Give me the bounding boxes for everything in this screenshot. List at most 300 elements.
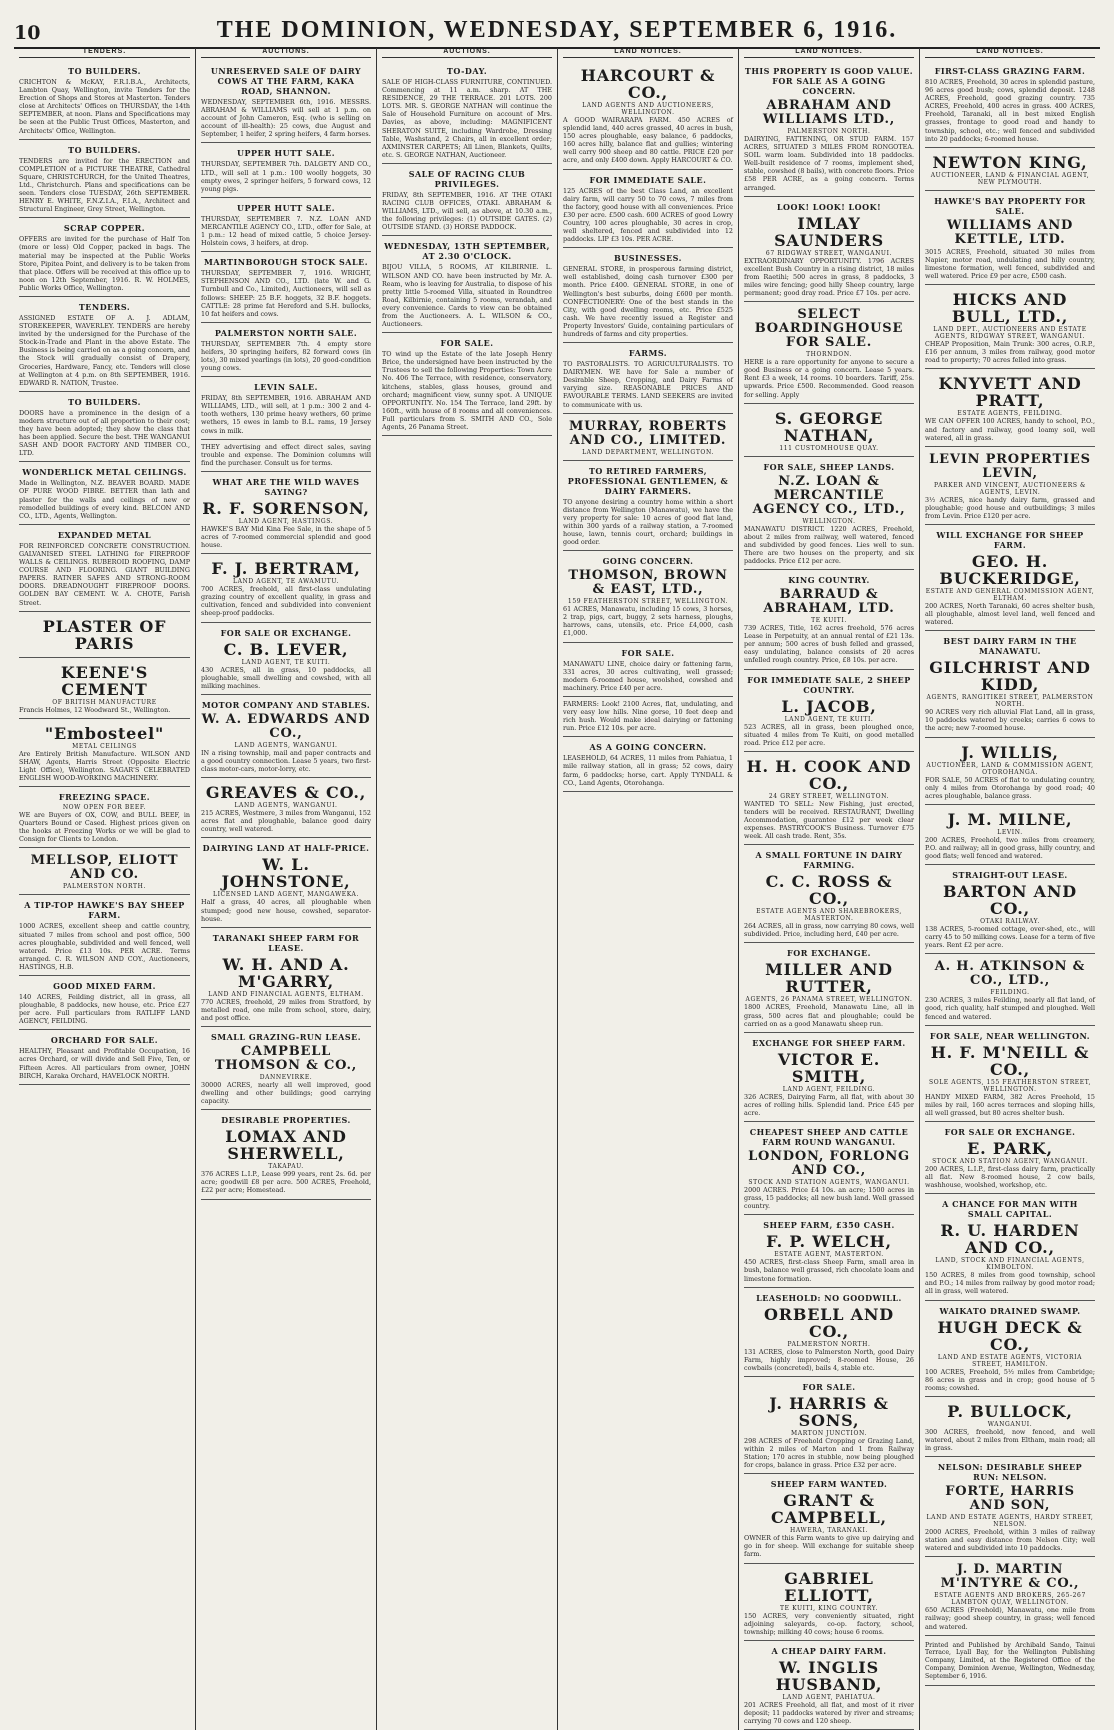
ad-firm-name: LONDON, FORLONG AND CO., [748, 1149, 910, 1179]
advertisement [744, 752, 914, 845]
ad-body: 2000 ACRES, Freehold, within 3 miles of railway station and easy distance from Nelson City; well watered and subdivided into 10 paddocks. [925, 1528, 1095, 1553]
ad-firm-name: F. P. WELCH, [766, 1232, 892, 1252]
ad-subtitle: AUCTIONEER, LAND & COMMISSION AGENT, OTOROHANGA. [926, 761, 1094, 776]
ad-title: FOR SALE OR EXCHANGE. [220, 627, 352, 638]
ad-title: LEVIN SALE. [254, 382, 318, 393]
ad-body: EXTRAORDINARY OPPORTUNITY. 1796 ACRES excellent Bush Country in a rising district, 18 miles from Raetihi; 500 acres in grass, 8 paddocks, 3 miles wire fencing; good hilly Sheep country, large permanent; good dray road. Price £7 10s. per acre. [744, 256, 914, 298]
ad-body: CRICHTON & McKAY, F.R.I.B.A., Architects, Lambton Quay, Wellington, invite Tenders for the Erection of Shops and Stores at Masterton. Tenders close at Architects' Offices on THURSDAY, the 14th SEPTEMBER, at noon. Plans and Specifications may be seen at the Public Trust Offices, Masterton, and Architects' Office, Wellington. [19, 78, 190, 135]
ad-title: FREEZING SPACE. [58, 792, 151, 803]
ad-body: TO wind up the Estate of the late Joseph Henry Brice, the undersigned have been instructed by the Trustees to sell the following Properties: Town Acre No. 406 The Terrace, with residence, conservatory, kitchens, stables, glass houses, ground and orchard; magnificent view, sunny spot. A UNIQUE OPPORTUNITY. No. 154 The Terrace, land 29ft. by 160ft., with house of 8 rooms and all conveniences. Full particulars from S. SMITH AND CO., Sole Agents, 26 Panama Street. [382, 350, 552, 431]
ad-subtitle: PALMERSTON NORTH. [787, 1340, 871, 1348]
advertisement [201, 554, 371, 622]
ad-subtitle: LAND DEPARTMENT, WELLINGTON. [582, 448, 714, 456]
ad-title: TO-DAY. [446, 66, 488, 76]
ad-body: FRIDAY, 8th SEPTEMBER, 1916. ABRAHAM AND WILLIAMS, LTD., will sell, at 1 p.m.: 300 2 and 4-tooth wethers, 130 prime heavy wethers, 60 prime wethers, 15 ewes in lamb to B.L. rams, 19 Jersey cows in milk. [201, 394, 371, 435]
advertisement [744, 1122, 914, 1215]
masthead [14, 10, 1100, 49]
advertisement [19, 848, 190, 895]
ad-body: WE CAN OFFER 100 ACRES, handy to school, P.O., and factory and railway, good loamy soil, well watered, all in grass. [925, 417, 1095, 442]
ad-body: 215 ACRES, Westmere, 3 miles from Wanganui, 152 acres flat and ploughable, balance good dairy country, well watered. [201, 809, 371, 834]
ad-body: 200 ACRES, L.I.P., first-class dairy farm, practically all flat. New 8-roomed house, 2 cow bails, washhouse, woolshed, workshop, etc. [925, 1164, 1095, 1190]
ad-body: HAWKE'S BAY Mid Kina Fee Sale, in the shape of 5 acres of 7-roomed commercial splendid and good house. [201, 524, 371, 550]
ad-subtitle: THORNDON. [806, 351, 852, 359]
ad-title: A SMALL FORTUNE IN DAIRY FARMING. [755, 850, 903, 871]
ad-firm-name: HICKS AND BULL, LTD., [951, 290, 1069, 327]
ad-title: MARTINBOROUGH STOCK SALE. [203, 257, 369, 268]
ad-body: 3½ ACRES, nice handy dairy farm, grassed and ploughable; good house and outbuildings; 3 miles from Levin. Price £120 per acre. [925, 495, 1095, 520]
ad-firm-name: MELLSOP, ELIOTT AND CO. [30, 853, 179, 883]
ad-subtitle: PALMERSTON NORTH. [787, 128, 871, 135]
ad-firm-name: R. F. SORENSON, [202, 498, 370, 518]
ad-firm-name: HUGH DECK & CO., [937, 1317, 1083, 1354]
ad-body: Francis Holmes, 12 Woodward St., Wellington. [19, 705, 171, 714]
advertisement [201, 143, 371, 197]
ad-body: 138 ACRES, 5-roomed cottage, over-shed, etc., will carry 45 to 50 milking cows. Lease for a term of five years. Rent £2 per acre. [925, 925, 1095, 950]
ad-subtitle: TE KUITI. [811, 617, 847, 625]
ad-body: 140 ACRES, Feilding district, all in grass, all ploughable, 8 paddocks, new house, etc. Price £27 per acre. Full particulars from RATLIFF LAND AGENCY, FEILDING. [19, 993, 190, 1026]
ad-body: OWNER of this Farm wants to give up dairying and go in for sheep. Will exchange for suitable sheep farm. [744, 1534, 914, 1559]
ad-title: A CHANCE FOR MAN WITH SMALL CAPITAL. [942, 1199, 1078, 1220]
ad-title: HAWKE'S BAY PROPERTY FOR SALE. [934, 195, 1086, 216]
ad-title: FIRST-CLASS GRAZING FARM. [934, 66, 1086, 76]
advertisement [19, 719, 190, 787]
ad-title: A TIP-TOP HAWKE'S BAY SHEEP FARM. [24, 900, 185, 921]
ad-title: THIS PROPERTY IS GOOD VALUE. FOR SALE AS A GOING CONCERN. [744, 66, 914, 96]
advertisement [19, 976, 190, 1030]
ad-title: TO RETIRED FARMERS, PROFESSIONAL GENTLEMEN, & DAIRY FARMERS. [567, 465, 729, 496]
advertisement [744, 457, 914, 570]
ad-firm-name: S. GEORGE NATHAN, [774, 408, 884, 445]
ad-title: FARMS. [628, 348, 668, 359]
ad-body: IN a rising township, mail and paper contracts and a good country connection. Lease 5 years, two first-class motor-cars, motor-lorry, etc. [201, 748, 371, 774]
ad-body: THURSDAY, SEPTEMBER 7th. 4 empty store heifers, 30 springing heifers, 82 forward cows (in lots), 30 mixed yearlings (in lots), 20 good-condition young cows. [201, 339, 371, 373]
ad-firm-name: J. HARRIS & SONS, [769, 1393, 889, 1430]
advertisement [744, 1377, 914, 1474]
ad-body: 150 ACRES, very conveniently situated, right adjoining saleyards, co-op. factory, school, township; milking 40 cows; house 6 rooms. [744, 1611, 914, 1636]
advertisement [382, 164, 552, 236]
advertisement [925, 1457, 1095, 1557]
advertisement [563, 343, 733, 414]
column-4 [557, 48, 738, 1730]
ad-title: LEASEHOLD: NO GOODWILL. [756, 1292, 902, 1303]
ad-subtitle: FEILDING. [990, 989, 1030, 997]
advertisement [19, 787, 190, 848]
ad-firm-name: LEVIN PROPERTIES LEVIN, [929, 451, 1091, 481]
column-5 [738, 48, 919, 1730]
advertisement [925, 1026, 1095, 1122]
column-heading: LAND NOTICES. [925, 48, 1095, 58]
ad-firm-name: GEO. H. BUCKERIDGE, [939, 551, 1081, 588]
ad-subtitle: OF BRITISH MANUFACTURE [52, 698, 157, 706]
advertisement [563, 697, 733, 737]
advertisement [925, 148, 1095, 191]
ad-title: TENDERS. [78, 301, 131, 312]
ad-title: FOR EXCHANGE. [787, 948, 871, 959]
ad-title: STRAIGHT-OUT LEASE. [952, 870, 1068, 881]
advertisement [744, 1641, 914, 1730]
ad-body: Made in Wellington, N.Z. BEAVER BOARD. MADE OF PURE WOOD FIBRE. BETTER than lath and plaster for the walls and ceilings of new or remodelled buildings of every kind. BELCON AND CO., LTD., Agents, Wellington. [19, 479, 190, 520]
ad-firm-name: W. A. EDWARDS AND CO., [201, 711, 371, 741]
ad-firm-name: W. INGLIS HUSBAND, [775, 1657, 883, 1694]
ad-body: 300 ACRES, freehold, now fenced, and well watered, about 2 miles from Eltham, main road; all in grass. [925, 1427, 1095, 1452]
ad-firm-name: GRANT & CAMPBELL, [771, 1491, 887, 1528]
advertisement [19, 1030, 190, 1084]
advertisement [382, 236, 552, 333]
advertisement [925, 1557, 1095, 1635]
ad-body: OFFERS are invited for the purchase of Half Ton (more or less) Old Copper, packed in bags. The material may be inspected at the Public Works Store, Pipitea Point, and delivery is to be taken from that place. Offers will be received at this office up to noon on 12th September, 1916. R. W. HOLMES, Public Works Office, Wellington. [19, 235, 190, 292]
ad-subtitle: TE KUITI, KING COUNTRY. [779, 1604, 879, 1612]
ad-firm-name: MURRAY, ROBERTS AND CO., LIMITED. [568, 418, 728, 448]
ad-body: 739 ACRES, Title, 162 acres freehold, 576 acres Lease in Perpetuity, at an annual rental of £21 13s. per annum; 500 acres of bush felled and grassed, easy undulating, balance consists of 20 acres unfelled rough country. Price, £8 10s. per acre. [744, 624, 914, 665]
advertisement [19, 140, 190, 219]
ad-firm-name: J. D. MARTIN M'INTYRE & CO., [940, 1562, 1080, 1592]
ad-subtitle: LAND DEPT., AUCTIONEERS AND ESTATE AGENTS, RIDGWAY STREET, WANGANUI. [933, 326, 1087, 341]
ad-body: 100 ACRES, Freehold, 5½ miles from Cambridge; 86 acres in grass and in crop; good house of 5 rooms; cowshed. [925, 1367, 1095, 1392]
ad-subtitle: LAND AGENT, HASTINGS. [238, 517, 334, 525]
ad-subtitle: HAWERA, TARANAKI. [790, 1527, 868, 1535]
ad-body: TO PASTORALISTS. TO AGRICULTURALISTS. TO DAIRYMEN. WE have for Sale a number of Desirable Sheep, Cropping, and Dairy Farms of varying size. REASONABLE PRICES AND FAVOURABLE TERMS. LAND SEEKERS are invited to communicate with us. [563, 360, 733, 409]
ad-subtitle: LAND AGENTS AND AUCTIONEERS, WELLINGTON. [582, 102, 714, 116]
ad-firm-name: SELECT BOARDINGHOUSE FOR SALE. [754, 307, 904, 351]
advertisement [563, 461, 733, 552]
advertisement [925, 1301, 1095, 1397]
advertisement [925, 447, 1095, 525]
ad-body: Are Entirely British Manufacture. WILSON AND SHAW, Agents, Harris Street (Opposite Electric Light Office), Wellington. SAGAR'S CELEBRATED ENGLISH WOOD-WORKING MACHINERY. [19, 749, 190, 782]
advertisement [744, 1474, 914, 1563]
ad-body: LEASEHOLD, 64 ACRES, 11 miles from Pahiatua, 1 mile railway station, all in grass; 52 cows, dairy farm, 6 paddocks; horse, cart. Apply TYNDALL & CO., Land Agents, Otorohanga. [563, 754, 733, 787]
ad-body: WE are Buyers of OX, COW, and BULL BEEF, in Quarters Bound or Cased. Highest prices given on the hooks at Freezing Works or we will be glad to Consign for Clients to London. [19, 811, 190, 844]
ad-firm-name: THOMSON, BROWN & EAST, LTD., [568, 568, 728, 598]
ad-firm-name: PLASTER OF PARIS [42, 616, 167, 653]
ad-subtitle: LAND AND ESTATE AGENTS, HARDY STREET, NELSON. [926, 1514, 1094, 1529]
advertisement [925, 1636, 1095, 1686]
advertisement [201, 377, 371, 439]
ad-body: 3015 ACRES, Freehold, situated 30 miles from Napier, motor road, undulating and hilly country, limestone formation, well fenced, subdivided and well watered. Price £9 per acre, £500 cash. [925, 247, 1095, 281]
ad-firm-name: P. BULLOCK, [947, 1401, 1073, 1421]
ad-body: 430 ACRES, all in grass, 10 paddocks, all ploughable, small dwelling and cowshed, with all milking machines. [201, 665, 371, 690]
column-heading: LAND NOTICES. [744, 48, 914, 58]
ad-firm-name: BARTON AND CO., [943, 882, 1077, 919]
ad-title: KING COUNTRY. [788, 575, 870, 586]
ad-title: WHAT ARE THE WILD WAVES SAYING? [212, 476, 360, 497]
ad-title: SHEEP FARM, £350 CASH. [763, 1220, 895, 1231]
ad-firm-name: KNYVETT AND PRATT, [938, 374, 1082, 411]
ad-firm-name: CAMPBELL THOMSON & CO., [214, 1043, 358, 1073]
ad-title: UPPER HUTT SALE. [237, 148, 335, 159]
advertisement [744, 197, 914, 302]
ad-firm-name: C. C. ROSS & CO., [765, 872, 893, 909]
ad-firm-name: A. H. ATKINSON & CO., LTD., [934, 959, 1086, 989]
column-heading: AUCTIONS. [382, 48, 552, 58]
newspaper-title: THE DOMINION, WEDNESDAY, SEPTEMBER 6, 1916. [216, 17, 898, 43]
ad-title: FOR SALE OR EXCHANGE. [944, 1126, 1076, 1137]
ad-firm-name: GILCHRIST AND KIDD, [929, 658, 1091, 695]
ad-body: 1800 ACRES, Freehold, Manawatu Line, all in grass, 500 acres flat and ploughable; could be carried on as a good Manawatu sheep run. [744, 1003, 914, 1028]
ad-title: DAIRYING LAND AT HALF-PRICE. [202, 843, 370, 854]
ad-subtitle: WELLINGTON. [802, 517, 856, 525]
ad-subtitle: STOCK AND STATION AGENT, WANGANUI. [932, 1157, 1088, 1165]
ad-body: DOORS have a prominence in the design of a modern structure out of all proportion to their cost; they have been adopted; they show the class that has been applied. Secure the best. THE WANGANUI SASH AND DOOR FACTORY AND TIMBER CO., LTD. [19, 408, 190, 458]
advertisement [19, 61, 190, 140]
ad-title: BEST DAIRY FARM IN THE MANAWATU. [943, 636, 1077, 657]
advertisement [925, 954, 1095, 1025]
advertisement [201, 1110, 371, 1199]
ad-title: LOOK! LOOK! LOOK! [776, 201, 882, 212]
ad-firm-name: J. WILLIS, [961, 742, 1059, 762]
ad-subtitle: METAL CEILINGS [72, 742, 137, 750]
ad-firm-name: N.Z. LOAN & MERCANTILE AGENCY CO., LTD., [752, 473, 906, 517]
advertisement [201, 252, 371, 323]
ad-body: SALE OF HIGH-CLASS FURNITURE, CONTINUED. Commencing at 11 a.m. sharp. AT THE RESIDENCE, 29 THE TERRACE. 201 LOTS. 200 LOTS. MR. S. GEORGE NATHAN will continue the Sale of Household Furniture on account of Mrs. Davies, as above, including: MAGNIFICENT SHERATON SUITE, including Wardrobe, Dressing Table, Washstand, 2 Chairs, all in excellent order; AXMINSTER CARPETS; All Linen, Blankets, Quilts, etc. S. GEORGE NATHAN, Auctioneer. [382, 78, 552, 159]
ad-firm-name: ORBELL AND CO., [764, 1304, 894, 1341]
ad-body: CHEAP Proposition, Main Trunk: 300 acres, O.R.P., £16 per annum, 3 miles from railway, good motor road to property; 70 acres felled into grass. [925, 340, 1095, 365]
ad-subtitle: LAND AGENT, FEILDING. [782, 1085, 876, 1093]
ad-body: Half a grass, 40 acres, all ploughable when stumped; good new house, cowshed, separator-house. [201, 898, 371, 923]
ad-title: FOR IMMEDIATE SALE, 2 SHEEP COUNTRY. [747, 674, 911, 695]
ad-subtitle: LAND AGENTS, WANGANUI. [234, 741, 338, 749]
advertisement [925, 865, 1095, 954]
advertisement [744, 61, 914, 197]
ad-subtitle: MARTON JUNCTION. [791, 1429, 867, 1437]
ad-subtitle: LAND AGENT, TE KUITI. [241, 658, 331, 666]
ad-title: UNRESERVED SALE OF DAIRY COWS AT THE FARM, KAKA ROAD, SHANNON. [210, 66, 362, 96]
ad-firm-name: W. H. AND A. M'GARRY, [222, 954, 350, 991]
ad-firm-name: H. H. COOK AND CO., [746, 756, 912, 793]
advertisement [201, 1027, 371, 1110]
ad-body: THURSDAY, SEPTEMBER 7th. DALGETY AND CO., LTD., will sell at 1 p.m.: 100 woolly hoggets, 30 empty ewes, 2 springer heifers, 5 forward cows, 12 young pigs. [201, 160, 371, 193]
ad-subtitle: AGENTS, 26 PANAMA STREET, WELLINGTON. [745, 996, 913, 1004]
ad-firm-name: KEENE'S CEMENT [60, 662, 149, 699]
ad-body: 201 ACRES Freehold, all flat, and most of it river deposit; 11 paddocks watered by river and streams; carrying 70 cows and 120 sheep. [744, 1700, 914, 1725]
advertisement [925, 369, 1095, 446]
ad-body: 376 ACRES L.I.P., Lease 999 years, rent 2s. 6d. per acre; goodwill £8 per acre. 500 ACRES, Freehold, £22 per acre; Homestead. [201, 1170, 371, 1195]
ad-subtitle: 24 GREY STREET, WELLINGTON. [768, 792, 890, 800]
ad-title: CHEAPEST SHEEP AND CATTLE FARM ROUND WANGANUI. [749, 1127, 909, 1148]
advertisement [925, 525, 1095, 631]
advertisement [744, 570, 914, 669]
ad-body: 200 ACRES, North Taranaki, 60 acres shelter bush, all ploughable, almost level land, well fenced and watered. [925, 601, 1095, 627]
ad-body: WANTED TO SELL: New Fishing, just erected, tenders will be received. RESTAURANT, Dwelling Accommodation, guarantee £12 per week clear expenses. PASTRYCOOK'S Business. Turnover £75 week. All cash trade. Rent, 35s. [744, 799, 914, 841]
ad-title: WONDERLICK METAL CEILINGS. [22, 467, 187, 478]
ad-firm-name: GREAVES & CO., [205, 783, 367, 803]
ad-firm-name: FORTE, HARRIS AND SON, [945, 1484, 1075, 1514]
advertisement [744, 302, 914, 403]
ad-subtitle: LICENSED LAND AGENT, MANGAWEKA. [213, 891, 359, 899]
ad-subtitle: LAND AGENTS, WANGANUI. [234, 802, 338, 810]
advertisement [563, 170, 733, 249]
ad-body: HEALTHY, Pleasant and Profitable Occupation, 16 acres Orchard, or will divide and Sell Five, Ten, or Fifteen Acres. All particulars from owner, JOHN BIRCH, Karaka Orchard, HAVELOCK NORTH. [19, 1047, 190, 1080]
ad-title: UPPER HUTT SALE. [237, 202, 335, 213]
ad-body: 298 ACRES of Freehold Cropping or Grazing Land, within 2 miles of Marton and 1 from Railway Station; 170 acres in stubble, now being ploughed for crops, balance in grass. Price £32 per acre. [744, 1436, 914, 1470]
ad-title: FOR IMMEDIATE SALE. [589, 174, 707, 185]
advertisement [925, 1122, 1095, 1194]
ad-firm-name: H. F. M'NEILL & CO., [930, 1042, 1090, 1079]
ad-firm-name: E. PARK, [967, 1138, 1053, 1158]
ad-subtitle: ESTATE AGENTS, FEILDING. [957, 410, 1063, 418]
advertisement [19, 462, 190, 524]
ad-subtitle: LAND AGENT, PAHIATUA. [782, 1693, 876, 1701]
ad-body: 1000 ACRES, excellent sheep and cattle country, situated 7 miles from school and post office, 500 acres ploughable, subdivided and well fenced, well watered. Price £13 10s. PER ACRE. Terms arranged. C. R. WILSON AND COY., Auctioneers, HASTINGS, H.B. [19, 922, 190, 971]
ad-firm-name: LOMAX AND SHERWELL, [225, 1127, 347, 1164]
advertisement [201, 440, 371, 472]
ad-title: AS A GOING CONCERN. [589, 742, 707, 753]
ad-firm-name: R. U. HARDEN AND CO., [940, 1221, 1080, 1258]
advertisement [19, 525, 190, 612]
column-heading: TENDERS. [19, 48, 190, 58]
ad-firm-name: WILLIAMS AND KETTLE, LTD. [946, 217, 1074, 247]
ad-subtitle: WANGANUI. [987, 1420, 1033, 1428]
ad-subtitle: LAND AND ESTATE AGENTS, VICTORIA STREET, HAMILTON. [937, 1353, 1083, 1368]
ad-body: HANDY MIXED FARM, 382 Acres Freehold, 15 miles by rail, 160 acres terraces and sloping hills, all well grassed, but 80 acres shelter bush. [925, 1092, 1095, 1117]
advertisement [925, 191, 1095, 285]
ad-title: GOING CONCERN. [602, 556, 694, 567]
ad-title: NELSON: DESIRABLE SHEEP RUN: NELSON. [937, 1462, 1083, 1483]
ad-body: 810 ACRES, Freehold, 30 acres in splendid pasture, 96 acres good bush; cows, splendid deposit. 1248 ACRES, Freehold, good grazing country. 735 ACRES, Freehold, 400 acres in grass. 400 ACRES, Freehold, Taranaki, all in best mixed English grasses, frontage to good road and handy to township, school, etc.; well fenced and subdivided into 20 paddocks; 6-roomed house. [925, 78, 1095, 143]
ad-title: SALE OF RACING CLUB PRIVILEGES. [408, 168, 526, 189]
ad-title: PALMERSTON NORTH SALE. [214, 327, 358, 338]
ad-title: EXCHANGE FOR SHEEP FARM. [752, 1037, 906, 1048]
ad-body: 150 ACRES, 8 miles from good township, school and P.O.; 14 miles from railway by good motor road; all in grass, well watered. [925, 1271, 1095, 1296]
ad-subtitle: ESTATE AND GENERAL COMMISSION AGENT, ELTHAM. [925, 587, 1095, 602]
ad-subtitle: LAND AGENT, TE KUITI. [784, 715, 874, 723]
column-heading: AUCTIONS. [201, 48, 371, 58]
ad-body: 2000 ACRES. Price £4 10s. an acre; 1500 acres in grass, 15 paddocks; all new bush land. Well grassed country. [744, 1186, 914, 1211]
advertisement [563, 414, 733, 461]
advertisement [744, 1288, 914, 1377]
ad-title: FOR SALE. [802, 1381, 856, 1392]
ad-body: MANAWATU LINE, choice dairy or fattening farm, 331 acres, 30 acres cultivating, well grassed; modern 6-roomed house, woolshed, cowshed and machinery. Price £40 per acre. [563, 659, 733, 692]
ad-subtitle: PARKER AND VINCENT, AUCTIONEERS & AGENTS, LEVIN. [934, 481, 1086, 496]
column-6 [919, 48, 1100, 1730]
ad-title: TO BUILDERS. [68, 66, 141, 76]
ad-title: FOR SALE, SHEEP LANDS. [763, 461, 895, 472]
ad-firm-name: NEWTON KING, [932, 152, 1088, 172]
ad-firm-name: L. JACOB, [781, 696, 877, 716]
ad-subtitle: PALMERSTON NORTH. [63, 883, 146, 891]
ad-subtitle: 159 FEATHERSTON STREET, WELLINGTON. [567, 598, 729, 606]
ad-body: 125 ACRES of the best Class Land, an excellent dairy farm, will carry 50 to 70 cows, 7 miles from the factory, good house with all conveniences. Price £30 per acre. £500 cash. 600 ACRES of good Lowry Country, 100 acres ploughable, 30 acres in crop, well sheltered, fenced and subdivided into 12 paddocks. LIP £3 10s. PER ACRE. [563, 186, 733, 244]
columns-grid [14, 48, 1100, 1725]
ad-body: ASSIGNED ESTATE OF A. J. ADLAM, STOREKEEPER, WAVERLEY. TENDERS are hereby invited by the undersigned for the Purchase of the Stock-in-Trade and Plant in the above Estate. The Business is being carried on as a going concern, and the Stock will gradually consist of Drapery, Groceries, Hardware, Fancy, etc. Tenders will close at Wellington at 4 p.m. on 8th SEPTEMBER, 1916. EDWARD R. NATION, Trustee. [19, 313, 190, 387]
ad-body: HERE is a rare opportunity for anyone to secure a good Business or a going concern. Lease 5 years. Rent £3 a week, 14 rooms. 10 boarders. Tariff, 25s. upwards. Price £500. Recommended. Good reason for selling. Apply [744, 358, 914, 399]
ad-firm-name: F. J. BERTRAM, [211, 559, 361, 579]
ad-body: DAIRYING, FATTENING, OR STUD FARM. 157 ACRES, SITUATED 3 MILES FROM RONGOTEA. SOIL warm loam. Subdivided into 18 paddocks. Well-built residence of 7 rooms, implement shed, stable, cowshed (8 bails), with concrete floors. Price £58 PER ACRE, as a going concern. Terms arranged. [744, 135, 914, 192]
ad-title: GOOD MIXED FARM. [53, 981, 156, 991]
ad-firm-name: HARCOURT & CO., [580, 66, 716, 102]
ad-body: THURSDAY, SEPTEMBER 7, 1916. WRIGHT, STEPHENSON AND CO., LTD. (late W. and G. Turnbull and Co., Limited), Auctioneers, will sell as follows: SHEEP: 25 B.F. hoggets, 32 B.F. hoggets. CATTLE: 28 prime fat Hereford and S.H. bullocks, 10 fat heifers and cows. [201, 269, 371, 318]
ad-body: 200 ACRES, Freehold, two miles from creamery, P.O. and railway; all in good grass, hilly country, and good flats; well fenced and watered. [925, 835, 1095, 860]
ad-body: 90 ACRES very rich alluvial Flat Land, all in grass, 10 paddocks watered by creeks; carries 6 cows to the acre; new 7-roomed house. [925, 708, 1095, 733]
ad-body: 523 ACRES, all in grass, been ploughed once, situated 4 miles from Te Kuiti, on good metalled road. Price £12 per acre. [744, 722, 914, 747]
ad-body: MANAWATU DISTRICT. 1220 ACRES, Freehold, about 2 miles from railway, well watered, fenced and subdivided by good fences. Lies well to sun. There are two houses on the property, and six paddocks. Price £12 per acre. [744, 524, 914, 565]
ad-title: SHEEP FARM WANTED. [770, 1479, 888, 1490]
ad-subtitle: SOLE AGENTS, 155 FEATHERSTON STREET, WELLINGTON. [928, 1078, 1091, 1093]
ad-body: 650 ACRES (Freehold), Manawatu, one mile from railway; good sheep country, in grass; well fenced and watered. [925, 1606, 1095, 1631]
ad-body: THURSDAY, SEPTEMBER 7. N.Z. LOAN AND MERCANTILE AGENCY CO., LTD., offer for Sale, at 1 p.m.: 12 head of mixed cattle, 5 choice Jersey-Holstein cows, 3 heifers, at drop. [201, 214, 371, 248]
advertisement [925, 738, 1095, 805]
ad-subtitle: AUCTIONEER, LAND & FINANCIAL AGENT, NEW PLYMOUTH. [930, 171, 1090, 186]
advertisement [382, 333, 552, 436]
advertisement [19, 658, 190, 719]
ad-title: WEDNESDAY, 13TH SEPTEMBER, AT 2.30 O'CLOCK. [384, 241, 550, 262]
ad-subtitle: STOCK AND STATION AGENTS, WANGANUI. [748, 1179, 910, 1187]
ad-firm-name: "Embosteel" [44, 723, 165, 743]
advertisement [925, 631, 1095, 737]
advertisement [201, 838, 371, 927]
advertisement [19, 612, 190, 658]
ad-subtitle: LAND, STOCK AND FINANCIAL AGENTS, KIMBOLTON. [935, 1257, 1085, 1272]
advertisement [19, 297, 190, 392]
advertisement [925, 805, 1095, 865]
ad-firm-name: C. B. LEVER, [223, 639, 349, 659]
ad-body: THEY advertising and effect direct sales, saving trouble and expense. The Dominion columns will find the purchaser. Consult us for terms. [201, 442, 371, 467]
ad-body: TENDERS are invited for the ERECTION and COMPLETION of a PICTURE THEATRE, Cathedral Square, CHRISTCHURCH, for the United Theatres, Ltd., Christchurch. Plans and specifications can be seen. Tenders close TUESDAY, 26th SEPTEMBER. HENRY E. WHITE, F.N.Z.I.A., F.I.A., Architect and Structural Engineer, Grey Street, Wellington. [19, 156, 190, 214]
ad-title: FOR SALE. [440, 338, 494, 349]
ad-title: MOTOR COMPANY AND STABLES. [201, 699, 371, 710]
ad-subtitle: LAND AGENT, TE AWAMUTU. [233, 578, 339, 586]
advertisement [201, 695, 371, 778]
advertisement [201, 928, 371, 1027]
ad-body: 700 ACRES, freehold, all first-class undulating grazing country of excellent quality, in grass and cultivation, fenced and subdivided into convenient sheep-proof paddocks. [201, 585, 371, 618]
advertisement [201, 778, 371, 838]
advertisement [201, 623, 371, 695]
ad-body: FOR REINFORCED CONCRETE CONSTRUCTION. GALVANISED STEEL LATHING for FIREPROOF WALLS & CEILINGS. RUBEROID ROOFING, DAMP COURSE AND FLOORING. GIANT BUILDING PAPERS. RATNER SAFES AND STRONG-ROOM DOORS. DREADNOUGHT FIREPROOF DOORS. GOLDEN BAY CEMENT. W. A. CHOTE, Farish Street. [19, 541, 190, 607]
ad-subtitle: AGENTS, RANGITIKEI STREET, PALMERSTON NORTH. [926, 694, 1094, 709]
ad-body: FARMERS: Look! 2100 Acres, flat, undulating, and very easy low hills. Nine gorse, 10 feet deep and rich hush. Would make ideal dairying or fattening run. Price £12 10s. per acre. [563, 699, 733, 733]
advertisement [744, 1564, 914, 1641]
advertisement [563, 61, 733, 170]
advertisement [382, 61, 552, 164]
advertisement [744, 1033, 914, 1122]
ad-body: WEDNESDAY, SEPTEMBER 6th, 1916. MESSRS. ABRAHAM & WILLIAMS will sell at 1 p.m. on account of John Cameron, Esq. (who is selling on account of ill-health): 25 cows, due August and September, 1 heifer, 2 spring heifers, 4 farm horses. [201, 98, 371, 139]
advertisement [744, 943, 914, 1032]
advertisement [563, 737, 733, 791]
ad-firm-name: MILLER AND RUTTER, [765, 960, 893, 997]
column-1 [14, 48, 195, 1730]
ad-body: 326 ACRES, Dairying Farm, all flat, with about 30 acres of rolling hills. Splendid land. Price £45 per acre. [744, 1092, 914, 1117]
advertisement [19, 392, 190, 463]
ad-title: SCRAP COPPER. [63, 223, 146, 234]
ad-subtitle: LAND AND FINANCIAL AGENTS, ELTHAM. [208, 990, 364, 998]
ad-body: 264 ACRES, all in grass, now carrying 80 cows, well subdivided. Price, including herd, £40 per acre. [744, 922, 914, 939]
ad-title: TO BUILDERS. [68, 396, 141, 407]
page-number: 10 [14, 22, 41, 44]
ad-subtitle: ESTATE AGENTS AND SHAREBROKERS, MASTERTON. [756, 908, 902, 923]
advertisement [563, 643, 733, 697]
advertisement [19, 218, 190, 297]
ad-title: FOR SALE, NEAR WELLINGTON. [929, 1030, 1091, 1041]
advertisement [563, 551, 733, 642]
advertisement [744, 1215, 914, 1287]
ad-subtitle: 67 RIDGWAY STREET, WANGANUI. [765, 249, 893, 257]
ad-title: SMALL GRAZING-RUN LEASE. [210, 1031, 362, 1042]
ad-subtitle: 111 CUSTOMHOUSE QUAY. [779, 444, 879, 452]
ad-subtitle: ESTATE AGENT, MASTERTON. [774, 1251, 884, 1259]
ad-body: Printed and Published by Archibald Sando, Tainui Terrace, Lyall Bay, for the Wellington Publishing Company, Limited, at the Registered Office of the Company, Dominion Avenue, Wellington, Wednesday, September 6, 1916. [925, 1641, 1095, 1680]
advertisement [201, 323, 371, 377]
ad-subtitle: TAKAPAU. [268, 1163, 304, 1171]
ad-subtitle: ESTATE AGENTS AND BROKERS, 265-267 LAMBTON QUAY, WELLINGTON. [934, 1592, 1086, 1607]
ad-firm-name: J. M. MILNE, [947, 809, 1073, 829]
advertisement [925, 61, 1095, 148]
ad-title: WAIKATO DRAINED SWAMP. [939, 1305, 1081, 1316]
ad-body: 230 ACRES, 3 miles Feilding, nearly all flat land, of good, rich quality, half stumped and ploughed. Well fenced and watered. [925, 996, 1095, 1021]
ad-body: 450 ACRES, first-class Sheep Farm, small area in bush, balance well grassed, rich chocolate loam and limestone formation. [744, 1258, 914, 1283]
ad-title: TARANAKI SHEEP FARM FOR LEASE. [212, 932, 360, 953]
ad-title: ORCHARD FOR SALE. [50, 1035, 159, 1046]
ad-subtitle: NOW OPEN FOR BEEF. [62, 804, 147, 812]
advertisement [925, 1194, 1095, 1300]
